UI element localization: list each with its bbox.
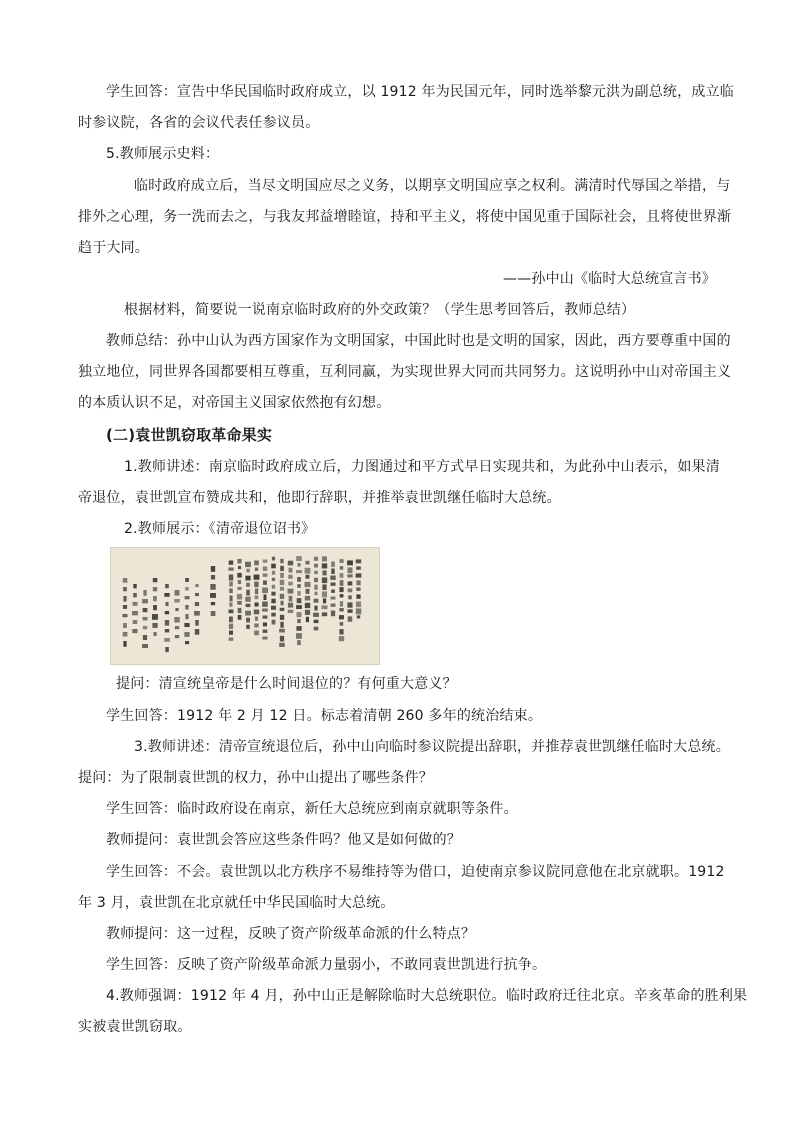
- calligraphy-stroke: [331, 569, 334, 575]
- calligraphy-stroke: [280, 608, 285, 611]
- calligraphy-stroke: [254, 561, 259, 566]
- calligraphy-stroke: [185, 578, 189, 582]
- calligraphy-stroke: [271, 599, 275, 604]
- paragraph-line: 学生回答：不会。袁世凯以北方秩序不易维持等为借口，迫使南京参议院同意他在北京就职。1912: [106, 864, 725, 880]
- calligraphy-column: [174, 590, 180, 638]
- calligraphy-stroke: [340, 573, 344, 578]
- calligraphy-stroke: [154, 632, 157, 636]
- calligraphy-column: [296, 556, 302, 645]
- calligraphy-stroke: [322, 556, 327, 561]
- paragraph-line: 学生回答：宣告中华民国临时政府成立，以 1912 年为民国元年，同时选举黎元洪为副总统，成立临: [106, 84, 734, 100]
- calligraphy-stroke: [254, 610, 259, 615]
- calligraphy-stroke: [174, 617, 180, 623]
- calligraphy-stroke: [272, 578, 275, 581]
- calligraphy-stroke: [348, 616, 353, 621]
- calligraphy-stroke: [262, 602, 268, 607]
- calligraphy-column: [262, 560, 268, 640]
- calligraphy-stroke: [263, 560, 268, 563]
- paragraph-line: 的本质认识不足，对帝国主义国家依然抱有幻想。: [78, 395, 391, 411]
- calligraphy-column: [330, 562, 335, 617]
- calligraphy-stroke: [195, 584, 198, 587]
- calligraphy-stroke: [237, 601, 242, 605]
- paragraph-line: 学生回答：反映了资产阶级革命派力量弱小，不敢同袁世凯进行抗争。: [106, 957, 547, 973]
- calligraphy-column: [152, 578, 158, 636]
- calligraphy-stroke: [297, 619, 300, 623]
- calligraphy-stroke: [288, 575, 292, 579]
- calligraphy-stroke: [289, 596, 293, 602]
- calligraphy-stroke: [314, 557, 318, 561]
- calligraphy-stroke: [123, 596, 126, 602]
- calligraphy-stroke: [297, 591, 300, 596]
- calligraphy-stroke: [210, 584, 215, 590]
- calligraphy-stroke: [255, 617, 258, 621]
- calligraphy-stroke: [306, 617, 309, 622]
- calligraphy-stroke: [314, 592, 317, 596]
- calligraphy-stroke: [123, 632, 128, 637]
- calligraphy-stroke: [238, 608, 242, 613]
- calligraphy-stroke: [314, 599, 319, 603]
- paragraph-line: 5.教师展示史料：: [106, 146, 220, 162]
- calligraphy-stroke: [153, 605, 157, 610]
- paragraph-line: 提问：清宣统皇帝是什么时间退位的？有何重大意义？: [116, 676, 457, 692]
- calligraphy-stroke: [132, 611, 138, 615]
- calligraphy-stroke: [210, 593, 216, 598]
- calligraphy-stroke: [142, 599, 148, 603]
- paragraph-line: 教师提问：袁世凯会答应这些条件吗？他又是如何做的？: [106, 832, 461, 848]
- calligraphy-stroke: [322, 612, 327, 616]
- calligraphy-stroke: [123, 605, 127, 609]
- calligraphy-stroke: [165, 629, 169, 632]
- calligraphy-stroke: [245, 562, 251, 567]
- quote-attribution: ——孙中山《临时大总统宣言书》: [503, 271, 716, 287]
- calligraphy-stroke: [246, 583, 250, 587]
- calligraphy-stroke: [288, 603, 293, 608]
- calligraphy-stroke: [255, 568, 258, 571]
- section-heading: (二)袁世凯窃取革命果实: [106, 426, 273, 444]
- calligraphy-column: [210, 566, 216, 616]
- paragraph-line: 根据材料，简要说一说南京临时政府的外交政策？（学生思考回答后，教师总结）: [124, 302, 636, 318]
- calligraphy-stroke: [322, 591, 327, 597]
- calligraphy-stroke: [272, 571, 275, 575]
- calligraphy-stroke: [339, 608, 343, 611]
- calligraphy-stroke: [194, 611, 200, 616]
- calligraphy-stroke: [238, 566, 241, 569]
- paragraph-line: 3.教师讲述：清帝宣统退位后，孙中山向临时参议院提出辞职，并推荐袁世凯继任临时大总统。: [134, 739, 730, 755]
- calligraphy-stroke: [348, 609, 353, 612]
- calligraphy-stroke: [152, 614, 158, 620]
- calligraphy-stroke: [245, 576, 250, 581]
- calligraphy-stroke: [229, 603, 232, 607]
- calligraphy-stroke: [340, 580, 344, 586]
- calligraphy-stroke: [255, 589, 258, 595]
- calligraphy-stroke: [297, 577, 301, 582]
- calligraphy-stroke: [322, 577, 327, 583]
- calligraphy-stroke: [246, 569, 249, 573]
- calligraphy-stroke: [296, 556, 302, 561]
- calligraphy-stroke: [229, 624, 233, 630]
- calligraphy-stroke: [164, 638, 170, 642]
- calligraphy-stroke: [237, 594, 242, 600]
- calligraphy-stroke: [271, 613, 275, 617]
- calligraphy-stroke: [296, 570, 302, 573]
- calligraphy-stroke: [347, 560, 353, 565]
- calligraphy-column: [132, 584, 138, 633]
- calligraphy-column: [347, 560, 353, 621]
- calligraphy-stroke: [164, 593, 169, 597]
- calligraphy-stroke: [280, 573, 284, 578]
- calligraphy-stroke: [314, 571, 318, 574]
- paragraph-line: 独立地位，同世界各国都要相互尊重，互利同赢，为实现世界大同而共同努力。这说明孙中山对帝国主义: [78, 364, 732, 380]
- calligraphy-stroke: [339, 636, 344, 641]
- calligraphy-stroke: [211, 611, 216, 616]
- calligraphy-stroke: [262, 588, 268, 594]
- calligraphy-stroke: [296, 633, 302, 639]
- calligraphy-stroke: [255, 596, 259, 600]
- calligraphy-stroke: [123, 587, 127, 591]
- calligraphy-stroke: [153, 587, 157, 591]
- calligraphy-stroke: [229, 617, 233, 623]
- calligraphy-stroke: [331, 597, 336, 600]
- calligraphy-stroke: [246, 590, 250, 596]
- edict-calligraphy-drawing: [111, 548, 379, 664]
- calligraphy-stroke: [153, 596, 157, 601]
- calligraphy-stroke: [211, 602, 215, 605]
- calligraphy-stroke: [289, 568, 293, 573]
- calligraphy-stroke: [271, 606, 276, 610]
- calligraphy-stroke: [323, 570, 327, 575]
- calligraphy-stroke: [184, 632, 189, 637]
- calligraphy-stroke: [356, 601, 361, 607]
- calligraphy-stroke: [297, 640, 301, 645]
- calligraphy-stroke: [123, 578, 128, 583]
- calligraphy-stroke: [133, 593, 137, 597]
- paragraph-line: 教师总结：孙中山认为西方国家作为文明国家，中国此时也是文明的国家，因此，西方要尊重中国的: [106, 333, 731, 349]
- paragraph-line: 年 3 月，袁世凯在北京就任中华民国临时大总统。: [78, 895, 395, 911]
- quote-line: 排外之心理，务一洗而去之，与我友邦益增睦谊，持和平主义，将使中国见重于国际社会，且将使世界渐: [78, 209, 732, 225]
- calligraphy-stroke: [254, 631, 259, 636]
- calligraphy-stroke: [263, 581, 267, 585]
- calligraphy-stroke: [339, 615, 344, 619]
- calligraphy-column: [228, 561, 233, 641]
- calligraphy-stroke: [264, 595, 267, 601]
- calligraphy-stroke: [281, 601, 284, 606]
- calligraphy-stroke: [143, 626, 147, 629]
- calligraphy-stroke: [175, 590, 180, 596]
- calligraphy-stroke: [143, 608, 148, 612]
- calligraphy-stroke: [340, 594, 344, 597]
- calligraphy-stroke: [195, 593, 199, 596]
- calligraphy-stroke: [254, 624, 258, 628]
- calligraphy-stroke: [271, 564, 276, 569]
- calligraphy-stroke: [298, 563, 301, 567]
- calligraphy-stroke: [280, 580, 284, 585]
- calligraphy-stroke: [314, 627, 319, 631]
- calligraphy-stroke: [237, 587, 241, 590]
- calligraphy-column: [313, 557, 319, 631]
- calligraphy-stroke: [185, 641, 189, 644]
- calligraphy-stroke: [229, 561, 234, 565]
- calligraphy-stroke: [165, 611, 169, 614]
- calligraphy-stroke: [340, 566, 343, 570]
- calligraphy-stroke: [348, 567, 353, 573]
- calligraphy-stroke: [263, 623, 267, 627]
- calligraphy-stroke: [296, 605, 302, 609]
- calligraphy-column: [339, 559, 344, 641]
- calligraphy-stroke: [272, 585, 275, 589]
- calligraphy-column: [322, 556, 328, 616]
- calligraphy-stroke: [175, 626, 180, 629]
- calligraphy-stroke: [263, 567, 268, 571]
- calligraphy-stroke: [143, 635, 147, 640]
- calligraphy-stroke: [305, 568, 311, 574]
- calligraphy-column: [164, 584, 170, 652]
- calligraphy-stroke: [313, 613, 319, 617]
- calligraphy-stroke: [340, 622, 344, 626]
- calligraphy-stroke: [153, 578, 158, 582]
- calligraphy-stroke: [262, 609, 268, 612]
- calligraphy-stroke: [305, 603, 310, 608]
- calligraphy-stroke: [254, 575, 260, 580]
- calligraphy-stroke: [356, 580, 360, 585]
- calligraphy-stroke: [280, 636, 284, 642]
- calligraphy-stroke: [246, 604, 251, 607]
- quote-line: 趋于大同。: [78, 240, 149, 256]
- calligraphy-stroke: [340, 559, 344, 563]
- calligraphy-stroke: [280, 594, 284, 599]
- calligraphy-column: [254, 561, 260, 636]
- calligraphy-stroke: [229, 631, 233, 635]
- calligraphy-stroke: [195, 620, 198, 626]
- calligraphy-column: [305, 561, 311, 622]
- calligraphy-stroke: [280, 622, 283, 628]
- calligraphy-stroke: [314, 620, 319, 623]
- calligraphy-stroke: [165, 584, 169, 588]
- calligraphy-stroke: [356, 573, 362, 577]
- calligraphy-column: [237, 559, 242, 620]
- calligraphy-stroke: [331, 562, 335, 567]
- calligraphy-stroke: [356, 608, 362, 614]
- calligraphy-stroke: [263, 616, 268, 619]
- calligraphy-stroke: [280, 587, 284, 591]
- calligraphy-stroke: [175, 635, 180, 638]
- calligraphy-stroke: [229, 610, 234, 614]
- calligraphy-stroke: [185, 596, 190, 599]
- calligraphy-stroke: [314, 564, 318, 568]
- calligraphy-stroke: [330, 576, 335, 580]
- calligraphy-stroke: [123, 623, 127, 628]
- calligraphy-column: [142, 590, 148, 648]
- calligraphy-stroke: [271, 592, 275, 596]
- calligraphy-stroke: [245, 597, 250, 602]
- calligraphy-stroke: [288, 589, 294, 594]
- calligraphy-column: [279, 559, 285, 647]
- calligraphy-stroke: [238, 580, 241, 584]
- calligraphy-stroke: [356, 566, 361, 569]
- calligraphy-stroke: [229, 575, 233, 581]
- calligraphy-column: [245, 562, 251, 629]
- calligraphy-stroke: [340, 601, 343, 607]
- paragraph-line: 实被袁世凯窃取。: [78, 1019, 192, 1035]
- paragraph-line: 时参议院，各省的会议代表任参议员。: [78, 115, 320, 131]
- calligraphy-stroke: [123, 641, 126, 647]
- calligraphy-column: [356, 559, 362, 618]
- calligraphy-stroke: [123, 614, 128, 617]
- calligraphy-stroke: [347, 574, 352, 577]
- calligraphy-stroke: [314, 578, 318, 583]
- calligraphy-stroke: [272, 557, 275, 561]
- calligraphy-stroke: [305, 561, 309, 565]
- calligraphy-stroke: [175, 608, 178, 611]
- calligraphy-stroke: [306, 575, 310, 579]
- paragraph-line: 学生回答：临时政府设在南京，新任大总统应到南京就职等条件。: [106, 801, 518, 817]
- calligraphy-stroke: [288, 582, 293, 586]
- calligraphy-stroke: [228, 568, 233, 571]
- calligraphy-stroke: [305, 610, 310, 615]
- calligraphy-stroke: [331, 590, 335, 593]
- calligraphy-stroke: [262, 637, 267, 640]
- calligraphy-stroke: [133, 620, 138, 624]
- paragraph-line: 学生回答：1912 年 2 月 12 日。标志着清朝 260 多年的统治结束。: [106, 708, 543, 724]
- calligraphy-stroke: [133, 584, 136, 588]
- calligraphy-stroke: [229, 638, 234, 641]
- calligraphy-column: [184, 578, 189, 644]
- paragraph-line: 教师提问：这一过程，反映了资产阶级革命派的什么特点？: [106, 926, 476, 942]
- calligraphy-stroke: [166, 602, 169, 606]
- calligraphy-stroke: [357, 615, 360, 618]
- calligraphy-stroke: [229, 582, 233, 587]
- calligraphy-column: [271, 557, 276, 625]
- calligraphy-stroke: [132, 629, 137, 633]
- abdication-edict-image: [110, 547, 380, 665]
- calligraphy-stroke: [356, 594, 360, 598]
- calligraphy-stroke: [297, 598, 302, 603]
- calligraphy-stroke: [185, 605, 188, 609]
- calligraphy-stroke: [143, 617, 148, 620]
- paragraph-line: 4.教师强调：1912 年 4 月，孙中山正是解除临时大总统职位。临时政府迁往北京。辛亥革命的胜利果: [106, 988, 748, 1004]
- calligraphy-stroke: [348, 581, 353, 585]
- calligraphy-stroke: [211, 566, 215, 572]
- calligraphy-stroke: [347, 602, 352, 607]
- calligraphy-stroke: [296, 626, 301, 631]
- calligraphy-stroke: [314, 606, 317, 611]
- calligraphy-stroke: [165, 647, 169, 652]
- paragraph-line: 帝退位，袁世凯宣布赞成共和，他即行辞职，并推举袁世凯继任临时大总统。: [78, 490, 561, 506]
- calligraphy-stroke: [245, 611, 251, 616]
- calligraphy-stroke: [133, 602, 138, 606]
- calligraphy-stroke: [305, 582, 311, 587]
- calligraphy-stroke: [297, 612, 302, 617]
- calligraphy-stroke: [322, 584, 326, 590]
- calligraphy-stroke: [263, 630, 268, 633]
- calligraphy-stroke: [288, 610, 294, 613]
- calligraphy-stroke: [348, 595, 351, 599]
- calligraphy-stroke: [255, 603, 259, 607]
- calligraphy-stroke: [195, 629, 200, 635]
- calligraphy-stroke: [331, 611, 335, 617]
- calligraphy-stroke: [142, 644, 148, 648]
- calligraphy-stroke: [339, 629, 343, 634]
- calligraphy-stroke: [186, 614, 189, 619]
- calligraphy-stroke: [331, 604, 336, 607]
- calligraphy-column: [194, 584, 200, 635]
- calligraphy-stroke: [297, 584, 300, 588]
- calligraphy-stroke: [237, 573, 241, 578]
- calligraphy-stroke: [280, 566, 284, 571]
- calligraphy-stroke: [306, 589, 310, 594]
- calligraphy-stroke: [348, 588, 353, 592]
- calligraphy-column: [288, 561, 294, 613]
- calligraphy-stroke: [280, 559, 283, 564]
- calligraphy-stroke: [279, 629, 285, 633]
- calligraphy-stroke: [246, 625, 249, 629]
- calligraphy-stroke: [238, 615, 242, 620]
- calligraphy-stroke: [195, 602, 199, 606]
- calligraphy-stroke: [305, 596, 310, 601]
- paragraph-line: 1.教师讲述：南京临时政府成立后，力图通过和平方式早日实现共和，为此孙中山表示，如果清: [124, 459, 720, 475]
- calligraphy-stroke: [280, 615, 284, 620]
- calligraphy-stroke: [185, 587, 188, 591]
- paragraph-line: 提问：为了限制袁世凯的权力，孙中山提出了哪些条件？: [78, 770, 433, 786]
- calligraphy-stroke: [211, 575, 215, 580]
- calligraphy-stroke: [356, 587, 360, 591]
- calligraphy-column: [123, 578, 128, 647]
- calligraphy-stroke: [230, 596, 233, 602]
- calligraphy-stroke: [165, 620, 169, 626]
- calligraphy-stroke: [174, 599, 180, 603]
- calligraphy-stroke: [143, 590, 146, 596]
- calligraphy-stroke: [229, 589, 233, 594]
- calligraphy-stroke: [279, 643, 285, 647]
- calligraphy-stroke: [246, 618, 250, 623]
- calligraphy-stroke: [356, 559, 362, 563]
- calligraphy-stroke: [254, 582, 258, 588]
- calligraphy-stroke: [322, 605, 328, 609]
- paragraph-line: 2.教师展示：《清帝退位诏书》: [124, 521, 316, 537]
- calligraphy-stroke: [184, 623, 189, 627]
- calligraphy-stroke: [263, 574, 268, 577]
- quote-line: 临时政府成立后，当尽文明国应尽之义务，以期享文明国应享之权利。满清时代辱国之举措，与: [134, 178, 731, 194]
- calligraphy-stroke: [323, 598, 326, 603]
- calligraphy-stroke: [322, 563, 327, 568]
- calligraphy-stroke: [339, 587, 343, 592]
- calligraphy-stroke: [288, 561, 293, 566]
- calligraphy-stroke: [314, 585, 317, 590]
- calligraphy-stroke: [331, 583, 336, 586]
- calligraphy-stroke: [272, 620, 276, 625]
- calligraphy-stroke: [237, 559, 241, 564]
- calligraphy-stroke: [152, 623, 157, 628]
